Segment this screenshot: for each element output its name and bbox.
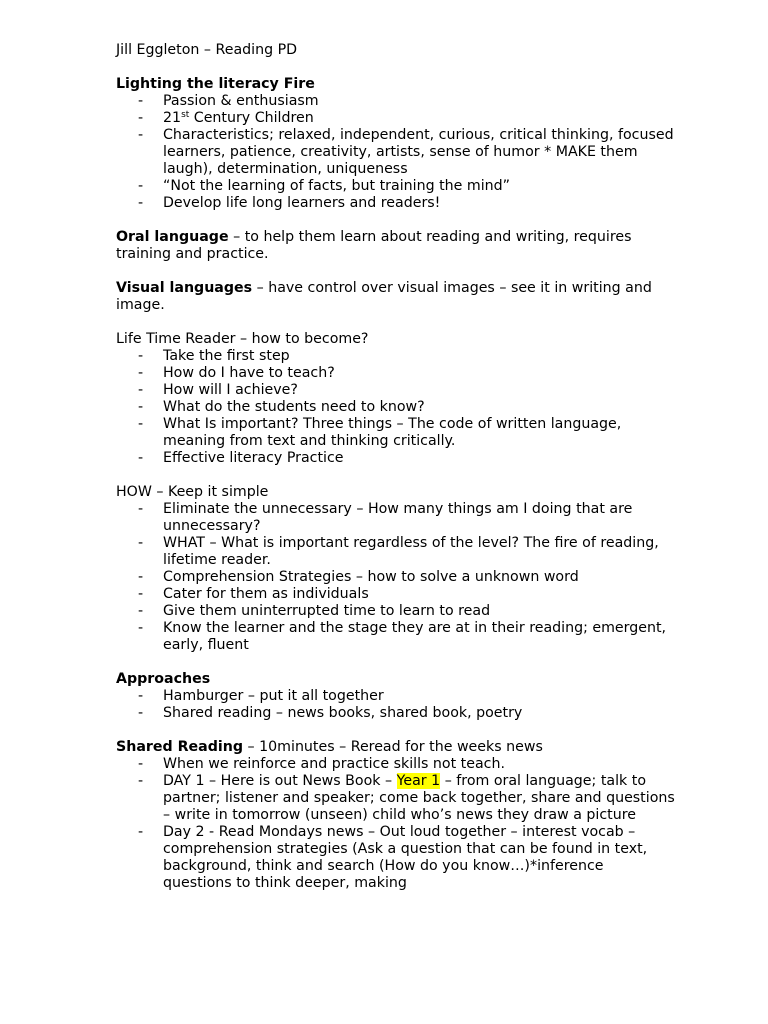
- list-item: - Shared reading – news books, shared book, poetry: [163, 705, 676, 722]
- blank-line: [116, 467, 676, 484]
- approaches-list: [116, 688, 676, 722]
- oral-language-heading: Oral language: [116, 229, 229, 245]
- list-item: - Passion & enthusiasm: [163, 93, 676, 110]
- list-item-text: DAY 1 – Here is out News Book –: [163, 773, 397, 789]
- shared-reading-paragraph: [116, 739, 676, 756]
- list-item: - “Not the learning of facts, but training the mind”: [163, 178, 676, 195]
- list-item: - How will I achieve?: [163, 382, 676, 399]
- blank-line: [116, 212, 676, 229]
- list-item: - How do I have to teach?: [163, 365, 676, 382]
- list-item: - Know the learner and the stage they are at in their reading; emergent, early, fluent: [163, 620, 676, 654]
- ordinal-superscript: st: [181, 110, 190, 120]
- list-item-number: 21: [163, 110, 182, 126]
- list-item: - Comprehension Strategies – how to solve a unknown word: [163, 569, 676, 586]
- blank-line: [116, 654, 676, 671]
- list-item: [163, 110, 676, 127]
- list-item: - What Is important? Three things – The code of written language, meaning from text and thinking critically.: [163, 416, 676, 450]
- section-heading-lifetime-reader: Life Time Reader – how to become?: [116, 331, 369, 347]
- list-item: - Develop life long learners and readers!: [163, 195, 676, 212]
- document-title: Jill Eggleton – Reading PD: [116, 42, 298, 58]
- list-item-text: – from oral language; talk to partner; listener and speaker; come back together, share and questions – write in tomorrow (unseen) child who’s news they draw a picture: [163, 773, 675, 823]
- list-item: - Give them uninterrupted time to learn to read: [163, 603, 676, 620]
- literacy-fire-list: [116, 93, 676, 212]
- list-item-text: Century Children: [189, 110, 314, 126]
- shared-reading-heading: Shared Reading: [116, 739, 244, 755]
- list-item: - Eliminate the unnecessary – How many things am I doing that are unnecessary?: [163, 501, 676, 535]
- document-body: [116, 42, 676, 892]
- list-item: [163, 773, 676, 824]
- list-item: - Characteristics; relaxed, independent, curious, critical thinking, focused learners, patience, creativity, artists, sense of humor * MAKE them laugh), determination, uniqueness: [163, 127, 676, 178]
- list-item: - What do the students need to know?: [163, 399, 676, 416]
- visual-languages-text: – have control over visual images – see it in writing and image.: [116, 280, 652, 313]
- lifetime-reader-list: [116, 348, 676, 467]
- list-item: - Cater for them as individuals: [163, 586, 676, 603]
- shared-reading-text: – 10minutes – Reread for the weeks news: [243, 739, 543, 755]
- blank-line: [116, 314, 676, 331]
- list-item: - Take the first step: [163, 348, 676, 365]
- list-item: - When we reinforce and practice skills not teach.: [163, 756, 676, 773]
- section-heading-approaches: Approaches: [116, 671, 211, 687]
- blank-line: [116, 722, 676, 739]
- list-item: - Hamburger – put it all together: [163, 688, 676, 705]
- shared-reading-list: [116, 756, 676, 892]
- blank-line: [116, 263, 676, 280]
- oral-language-paragraph: [116, 229, 676, 263]
- section-heading-how: HOW – Keep it simple: [116, 484, 269, 500]
- visual-languages-paragraph: [116, 280, 676, 314]
- section-heading-literacy-fire: Lighting the literacy Fire: [116, 76, 315, 92]
- list-item: - Day 2 - Read Mondays news – Out loud together – interest vocab – comprehension strategies (Ask a question that can be found in text, background, think and search (How do you know…)*inference questions to think deeper, making: [163, 824, 676, 892]
- how-list: [116, 501, 676, 654]
- list-item: - WHAT – What is important regardless of the level? The fire of reading, lifetime reader.: [163, 535, 676, 569]
- oral-language-text: – to help them learn about reading and writing, requires training and practice.: [116, 229, 632, 262]
- blank-line: [116, 59, 676, 76]
- visual-languages-heading: Visual languages: [116, 280, 253, 296]
- highlighted-text: Year 1: [396, 773, 441, 789]
- list-item: - Effective literacy Practice: [163, 450, 676, 467]
